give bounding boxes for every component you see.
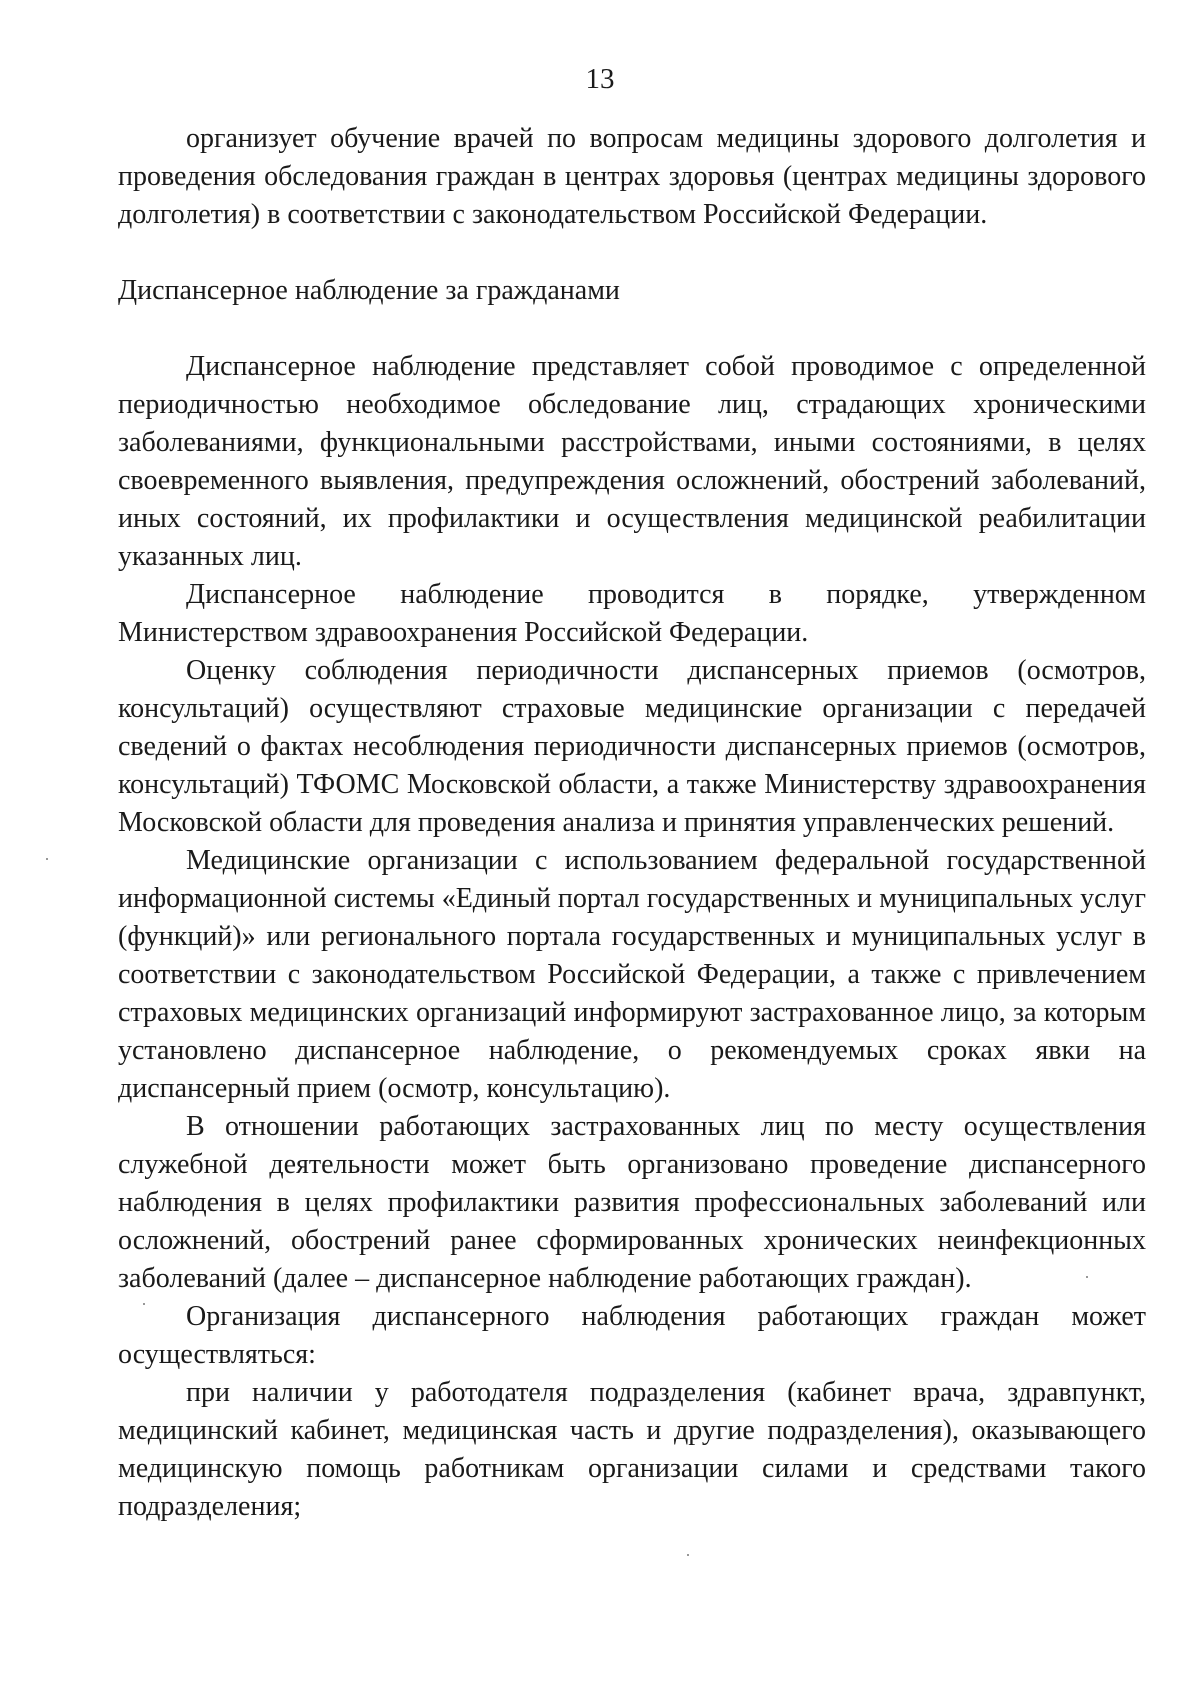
paragraph-employer-unit: при наличии у работодателя подразделения (кабинет врача, здравпункт, медицинский кабинет, медицинская часть и другие подразделения), оказывающего медицинскую помощь работникам организации силами и средствами такого подразделения; (118, 1377, 1146, 1522)
scan-speck (687, 1554, 689, 1556)
scan-speck (1086, 1276, 1088, 1278)
paragraph-training: организует обучение врачей по вопросам медицины здорового долголетия и проведения обследования граждан в центрах здоровья (центрах медицины здорового долголетия) в соответствии с законодательством Российской Федерации. (118, 123, 1146, 230)
paragraph-assessment: Оценку соблюдения периодичности диспансерных приемов (осмотров, консультаций) осуществляют страховые медицинские организации с передачей сведений о фактах несоблюдения периодичности диспансерных приемов (осмотров, консультаций) ТФОМС Московской области, а также Министерству здравоохранения Московской области для проведения анализа и принятия управленческих решений. (118, 655, 1146, 838)
document-body (118, 120, 1146, 1526)
section-title: Диспансерное наблюдение за гражданами (118, 275, 620, 306)
scan-speck (143, 1303, 145, 1305)
paragraph-procedure: Диспансерное наблюдение проводится в порядке, утвержденном Министерством здравоохранения Российской Федерации. (118, 579, 1146, 648)
paragraph-definition: Диспансерное наблюдение представляет собой проводимое с определенной периодичностью необходимое обследование лиц, страдающих хроническими заболеваниями, функциональными расстройствами, иными состояниями, в целях своевременного выявления, предупреждения осложнений, обострений заболеваний, иных состояний, их профилактики и осуществления медицинской реабилитации указанных лиц. (118, 351, 1146, 572)
page-number: 13 (585, 63, 615, 95)
paragraph-organization: Организация диспансерного наблюдения работающих граждан может осуществляться: (118, 1301, 1146, 1370)
scan-speck (46, 858, 48, 860)
paragraph-working-persons: В отношении работающих застрахованных лиц по месту осуществления служебной деятельности может быть организовано проведение диспансерного наблюдения в целях профилактики развития профессиональных заболеваний или осложнений, обострений ранее сформированных хронических неинфекционных заболеваний (далее – диспансерное наблюдение работающих граждан). (118, 1111, 1146, 1294)
paragraph-informing: Медицинские организации с использованием федеральной государственной информационной системы «Единый портал государственных и муниципальных услуг (функций)» или регионального портала государственных и муниципальных услуг в соответствии с законодательством Российской Федерации, а также с привлечением страховых медицинских организаций информируют застрахованное лицо, за которым установлено диспансерное наблюдение, о рекомендуемых сроках явки на диспансерный прием (осмотр, консультацию). (118, 845, 1146, 1104)
